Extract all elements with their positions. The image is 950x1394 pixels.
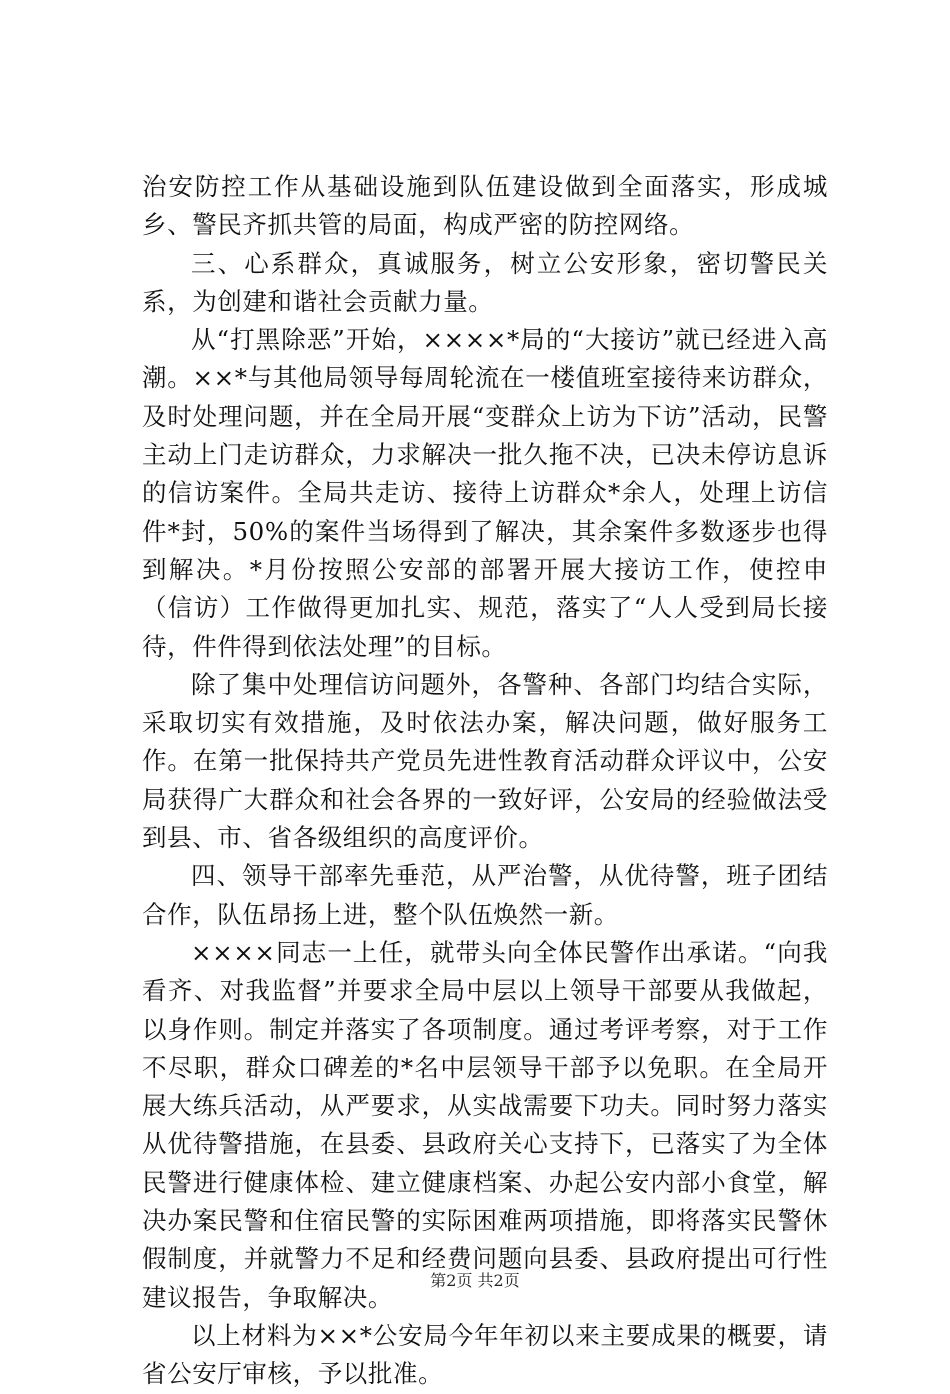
section-heading-three: 三、心系群众，真诚服务，树立公安形象，密切警民关系，为创建和谐社会贡献力量。 [142, 248, 828, 316]
page-number-footer: 第2页 共2页 [430, 1271, 520, 1290]
paragraph-service-work: 除了集中处理信访问题外，各警种、各部门均结合实际，采取切实有效措施，及时依法办案，解决问题，做好服务工作。在第一批保持共产党员先进性教育活动群众评议中，公安局获得广大群众和社会各界的一致好评，公安局的经验做法受到县、市、省各级组织的高度评价。 [142, 669, 828, 853]
section-heading-four: 四、领导干部率先垂范，从严治警，从优待警，班子团结合作，队伍昂扬上进，整个队伍焕然一新。 [142, 861, 828, 929]
document-body [142, 168, 828, 1394]
paragraph-continued: 治安防控工作从基础设施到队伍建设做到全面落实，形成城乡、警民齐抓共管的局面，构成严密的防控网络。 [142, 172, 828, 240]
paragraph-petition-reception: 从“打黑除恶”开始，××××*局的“大接访”就已经进入高潮。××*与其他局领导每周轮流在一楼值班室接待来访群众，及时处理问题，并在全局开展“变群众上访为下访”活动，民警主动上门走访群众，力求解决一批久拖不决，已决未停访息诉的信访案件。全局共走访、接待上访群众*余人，处理上访信件*封，50%的案件当场得到了解决，其余案件多数逐步也得到解决。*月份按照公安部的部署开展大接访工作，使控申（信访）工作做得更加扎实、规范，落实了“人人受到局长接待，件件得到依法处理”的目标。 [142, 325, 828, 661]
paragraph-conclusion: 以上材料为××*公安局今年年初以来主要成果的概要，请省公安厅审核，予以批准。 [142, 1320, 828, 1389]
paragraph-leadership: ××××同志一上任，就带头向全体民警作出承诺。“向我看齐、对我监督”并要求全局中层以上领导干部要从我做起，以身作则。制定并落实了各项制度。通过考评考察，对于工作不尽职，群众口碑差的*名中层领导干部予以免职。在全局开展大练兵活动，从严要求，从实战需要下功夫。同时努力落实从优待警措施，在县委、县政府关心支持下，已落实了为全体民警进行健康体检、建立健康档案、办起公安内部小食堂，解决办案民警和住宿民警的实际困难两项措施，即将落实民警休假制度，并就警力不足和经费问题向县委、县政府提出可行性建议报告，争取解决。 [142, 937, 828, 1312]
